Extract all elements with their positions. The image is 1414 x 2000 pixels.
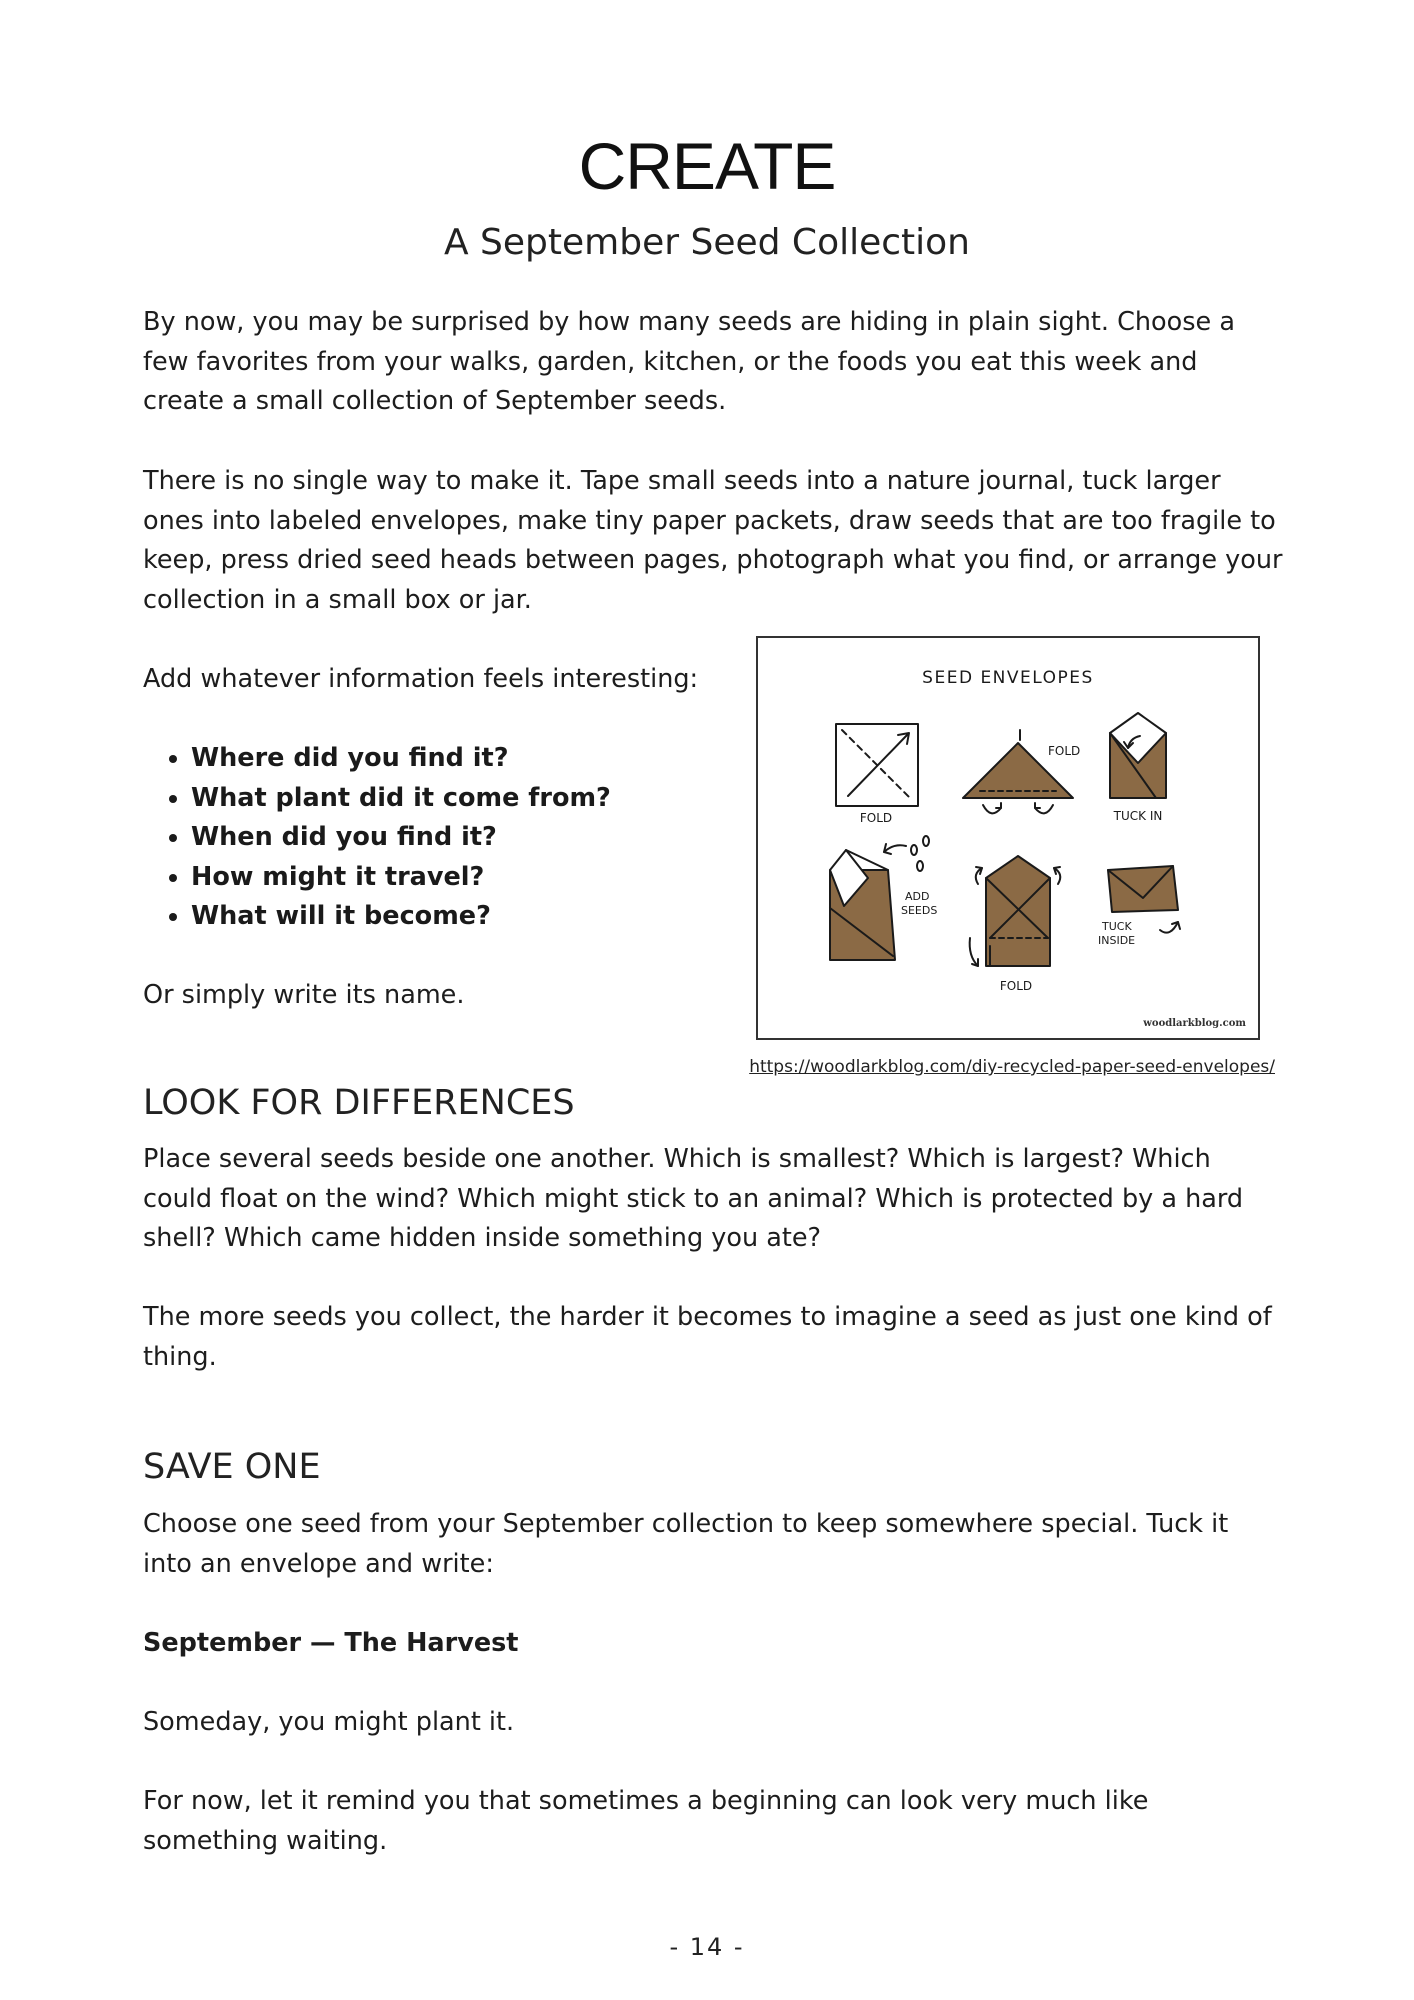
save-one-paragraph: For now, let it remind you that sometimes a beginning can look very much like something waiting.	[143, 1786, 1149, 1856]
tuck-inside-label: INSIDE	[1098, 934, 1136, 947]
step-2-triangle	[963, 730, 1073, 813]
seed-envelope-illustration	[756, 636, 1260, 1040]
add-seeds-label: ADD	[905, 890, 930, 903]
list-item: • What plant did it come from?	[191, 779, 791, 819]
list-item: • How might it travel?	[191, 858, 791, 898]
tuck-inside-label: TUCK	[1102, 920, 1132, 933]
info-lead-paragraph: Add whatever information feels interesting:	[143, 664, 699, 694]
fold-label: FOLD	[999, 979, 1033, 993]
section-heading-save-one: SAVE ONE	[143, 1447, 321, 1487]
simply-paragraph: Or simply write its name.	[143, 980, 465, 1010]
add-seeds-label: SEEDS	[901, 904, 938, 917]
differences-paragraph: Place several seeds beside one another. Which is smallest? Which is largest? Which could float on the wind? Which might stick to an animal? Which is protected by a hard shell? Which came hidden inside something you ate?	[143, 1144, 1244, 1253]
ways-paragraph: There is no single way to make it. Tape small seeds into a nature journal, tuck larger ones into labeled envelopes, make tiny paper packets, draw seeds that are too fragile to keep, press dried seed heads between pages, photograph what you find, or arrange your collection in a small box or jar.	[143, 466, 1283, 615]
list-item: • What will it become?	[191, 897, 791, 937]
figure-credit: woodlarkblog.com	[1143, 1018, 1246, 1029]
differences-paragraph: The more seeds you collect, the harder it becomes to imagine a seed as just one kind of thing.	[143, 1302, 1272, 1372]
save-one-paragraph: Choose one seed from your September collection to keep somewhere special. Tuck it into an envelope and write:	[143, 1509, 1229, 1579]
figure-heading: SEED ENVELOPES	[922, 668, 1094, 688]
fold-label: FOLD	[859, 811, 893, 825]
envelope-label-text: September — The Harvest	[143, 1628, 519, 1658]
list-item: • Where did you find it?	[191, 739, 791, 779]
section-heading-differences: LOOK FOR DIFFERENCES	[143, 1083, 575, 1123]
seed-envelope-drawing	[758, 638, 1258, 1038]
save-one-paragraph: Someday, you might plant it.	[143, 1707, 515, 1737]
page-title: CREATE	[578, 129, 836, 203]
step-1-square	[836, 724, 918, 806]
page-subtitle: A September Seed Collection	[443, 222, 970, 263]
fold-label: FOLD	[1048, 744, 1081, 758]
step-3-tuck-in	[1110, 713, 1166, 798]
list-item: • When did you find it?	[191, 818, 791, 858]
step-5-fold	[970, 856, 1061, 966]
figure-source-link[interactable]: https://woodlarkblog.com/diy-recycled-paper-seed-envelopes/	[749, 1057, 1275, 1077]
intro-paragraph: By now, you may be surprised by how many seeds are hiding in plain sight. Choose a few favorites from your walks, garden, kitchen, or the foods you eat this week and create a small collection of September seeds.	[143, 307, 1235, 416]
page-number: - 14 -	[669, 1933, 745, 1961]
tuck-in-label: TUCK IN	[1113, 809, 1163, 823]
question-list	[143, 739, 791, 937]
